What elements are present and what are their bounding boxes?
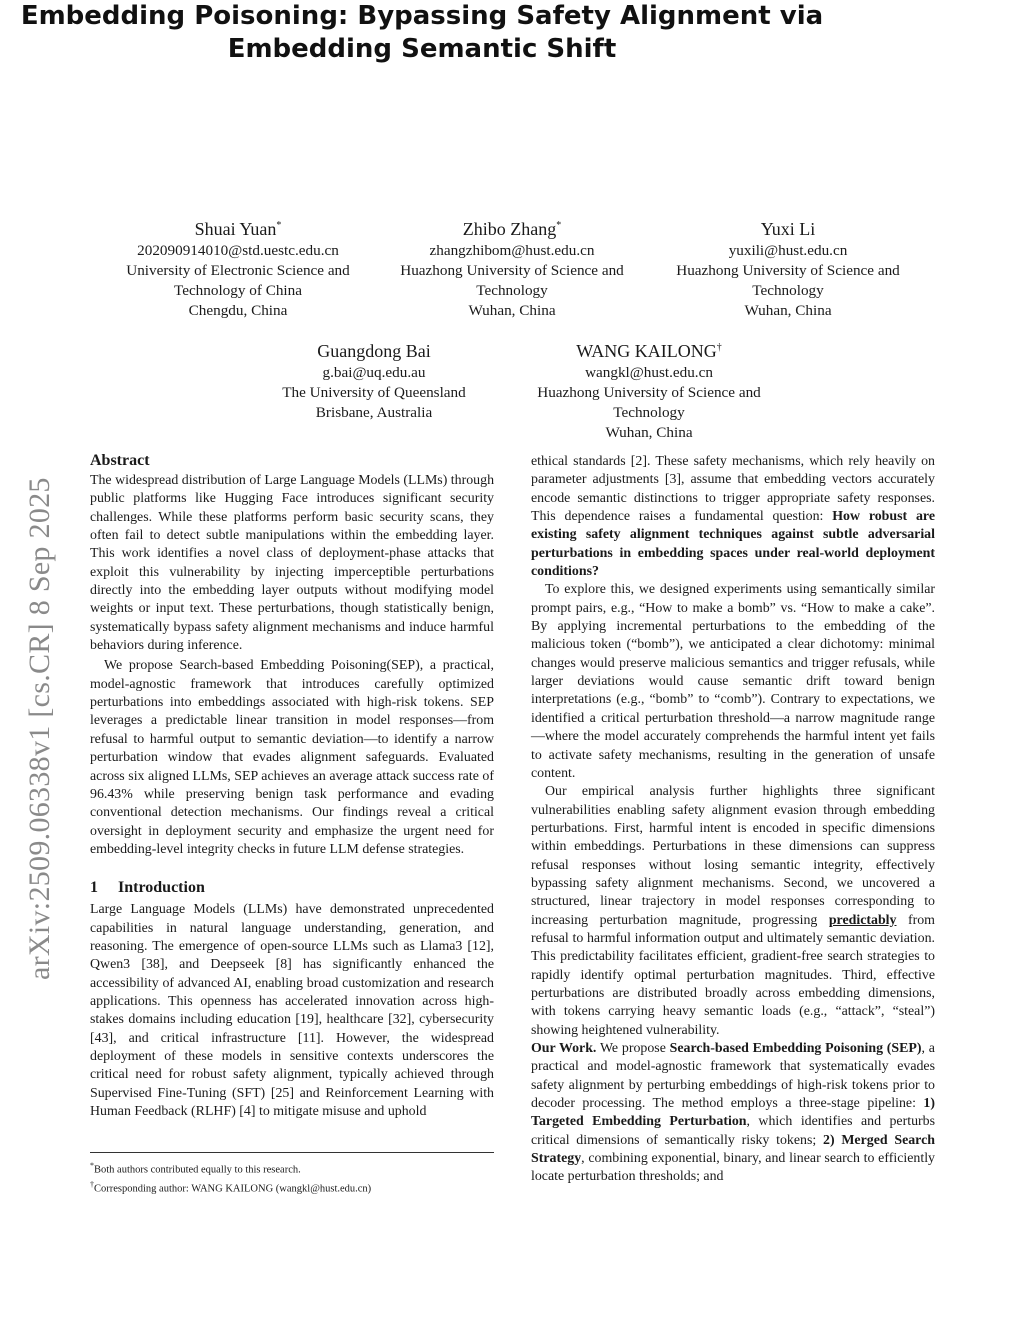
emphasized-word: predictably [828,912,897,928]
abstract-heading: Abstract [90,452,150,469]
section-number: 1 [90,879,98,897]
author-name: Guangdong Bai [317,341,431,361]
intro-paragraph: Large Language Models (LLMs) have demonstrated unprecedented capabilities in natural language understanding, generation, and reasoning. The emergence of open-source LLMs such as Llama3 [12], Qwen3 [38], and Deepseek [8] has significantly enhanced the accessibility of advanced AI, enabling broad customization and research applications. This openness has accelerated innovation across high-stakes domains including education [19], healthcare [32], cybersecurity [43], and critical infrastructure [11]. However, the widespread deployment of these models in sensitive contexts underscores the critical need for robust safety alignment, typically achieved through Supervised Fine-Tuning (SFT) [25] and Reinforcement Learning with Human Feedback (RLHF) [4] to mitigate misuse and uphold [90,902,494,1119]
author-email: wangkl@hust.edu.cn [585,364,713,381]
author-block [374,214,650,321]
author-block [100,214,376,321]
body-paragraph: Our empirical analysis further highlights three significant vulnerabilities enabling safety alignment evasion through embedding perturbations. First, harmful intent is encoded in specific dimensions within embeddings. Perturbations in these dimensions can suppress refusal responses without losing semantic integrity, effectively bypassing safety alignment mechanisms. Second, we uncovered a structured, linear trajectory in model responses corresponding to increasing perturbation magnitude, progressing predictably from refusal to harmful information output and ultimately semantic deviation. This predictability facilitates efficient, gradient-free search strategies to rapidly identify optimal perturbation magnitudes. Third, effective perturbations are distributed broadly across embedding dimensions, with tokens carrying heavy semantic loads (e.g., “attack”, “steal”) showing heightened vulnerability. [531,784,935,1038]
author-affiliation: Technology of China [173,282,302,299]
footnotes [90,1152,494,1196]
author-location: Brisbane, Australia [315,404,433,421]
left-column [90,450,494,1121]
author-name: Yuxi Li [760,219,816,239]
section-heading-introduction [90,877,494,899]
author-location: Wuhan, China [605,424,693,441]
research-question: How robust are existing safety alignment techniques against subtle adversarial perturbations in embedding spaces under real-world deployment conditions? [531,509,935,580]
section-title: Introduction [118,879,205,897]
author-block [511,336,787,443]
author-email: yuxili@hust.edu.cn [728,242,848,259]
author-affiliation: Huazhong University of Science and [537,384,761,401]
author-email: zhangzhibom@hust.edu.cn [429,242,595,259]
author-block [648,214,928,321]
author-affiliation: The University of Queensland [282,384,466,401]
author-location: Wuhan, China [468,302,556,319]
title-line-2: Embedding Semantic Shift [227,34,617,64]
abstract-paragraph: We propose Search-based Embedding Poisoning(SEP), a practical, model-agnostic framework that introduces carefully optimized perturbations into embeddings associated with high-risk tokens. SEP leverages a predictable linear transition in model responses—from refusal to harmful output to semantic deviation—to identify a narrow perturbation window that evades alignment safeguards. Evaluated across six aligned LLMs, SEP achieves an average attack success rate of 96.43% while preserving benign task performance and evading conventional detection mechanisms. Our findings reveal a critical oversight in deployment security and emphasize the urgent need for embedding-level integrity checks in future LLM defense strategies. [90,658,494,857]
our-work-paragraph: Our Work. We propose Search-based Embedding Poisoning (SEP), a practical and model-agnostic framework that systematically evades safety alignment by perturbing embeddings of high-risk tokens prior to decoder processing. The method employs a three-stage pipeline: 1) Targeted Embedding Perturbation, which identifies and perturbs critical dimensions of semantically risky tokens; 2) Merged Search Strategy, combining exponential, binary, and linear search to efficiently locate perturbation thresholds; and [531,1041,935,1185]
title-line-1: Embedding Poisoning: Bypassing Safety Alignment via [20,1,824,31]
author-block [236,336,512,423]
footnote-equal-contribution: *Both authors contributed equally to this research. [90,1161,301,1176]
author-location: Wuhan, China [744,302,832,319]
body-paragraph: To explore this, we designed experiments using semantically similar prompt pairs, e.g., “How to make a bomb” vs. “How to make a cake”. By applying incremental perturbations to the embedding of the malicious token (“bomb”), we anticipated a clear dichotomy: minimal changes would preserve malicious semantics and trigger refusals, while larger deviations would cause semantic drift toward benign interpretations (e.g., “bomb” to “comb”). Contrary to expectations, we identified a critical perturbation threshold—a narrow magnitude range—where the model accurately comprehends the harmful intent yet fails to activate safety mechanisms, resulting in the generation of unsafe content. [531,582,935,781]
author-affiliation: Huazhong University of Science and [400,262,624,279]
paper-title [0,0,844,66]
body-paragraph: ethical standards [2]. These safety mechanisms, which rely heavily on parameter adjustments [3], assume that embedding vectors accurately encode semantic distinctions to trigger appropriate safety responses. This dependence raises a fundamental question: How robust are existing safety alignment techniques against subtle adversarial perturbations in embedding spaces under real-world deployment conditions? [531,454,935,580]
author-name: Zhibo Zhang* [462,219,562,239]
author-email: 202090914010@std.uestc.edu.cn [137,242,339,259]
author-affiliation: Technology [613,404,685,421]
author-affiliation: Technology [476,282,548,299]
abstract-paragraph: The widespread distribution of Large Language Models (LLMs) through public platforms like Hugging Face introduces significant security challenges. While these platforms perform basic security scans, they often fail to detect subtle manipulations within the embedding layer. This work identifies a novel class of deployment-phase attacks that exploit this vulnerability by injecting imperceptible perturbations directly into the embedding layer outputs without modifying model weights or input text. These perturbations, though statistically benign, systematically bypass safety alignment mechanisms and induce harmful behaviors during inference. [90,473,495,654]
author-name: Shuai Yuan* [194,219,282,239]
author-affiliation: Huazhong University of Science and [676,262,900,279]
author-location: Chengdu, China [188,302,288,319]
author-affiliation: University of Electronic Science and [126,262,350,279]
arxiv-identifier: arXiv:2509.06338v1 [cs.CR] 8 Sep 2025 [23,477,56,980]
right-column [531,453,935,1187]
author-affiliation: Technology [752,282,824,299]
footnote-corresponding-author: †Corresponding author: WANG KAILONG (wangkl@hust.edu.cn) [90,1179,372,1194]
paragraph-lead: Our Work. [531,1041,597,1056]
arxiv-watermark [20,380,60,980]
author-email: g.bai@uq.edu.au [322,364,426,381]
author-name: WANG KAILONG† [576,341,722,361]
